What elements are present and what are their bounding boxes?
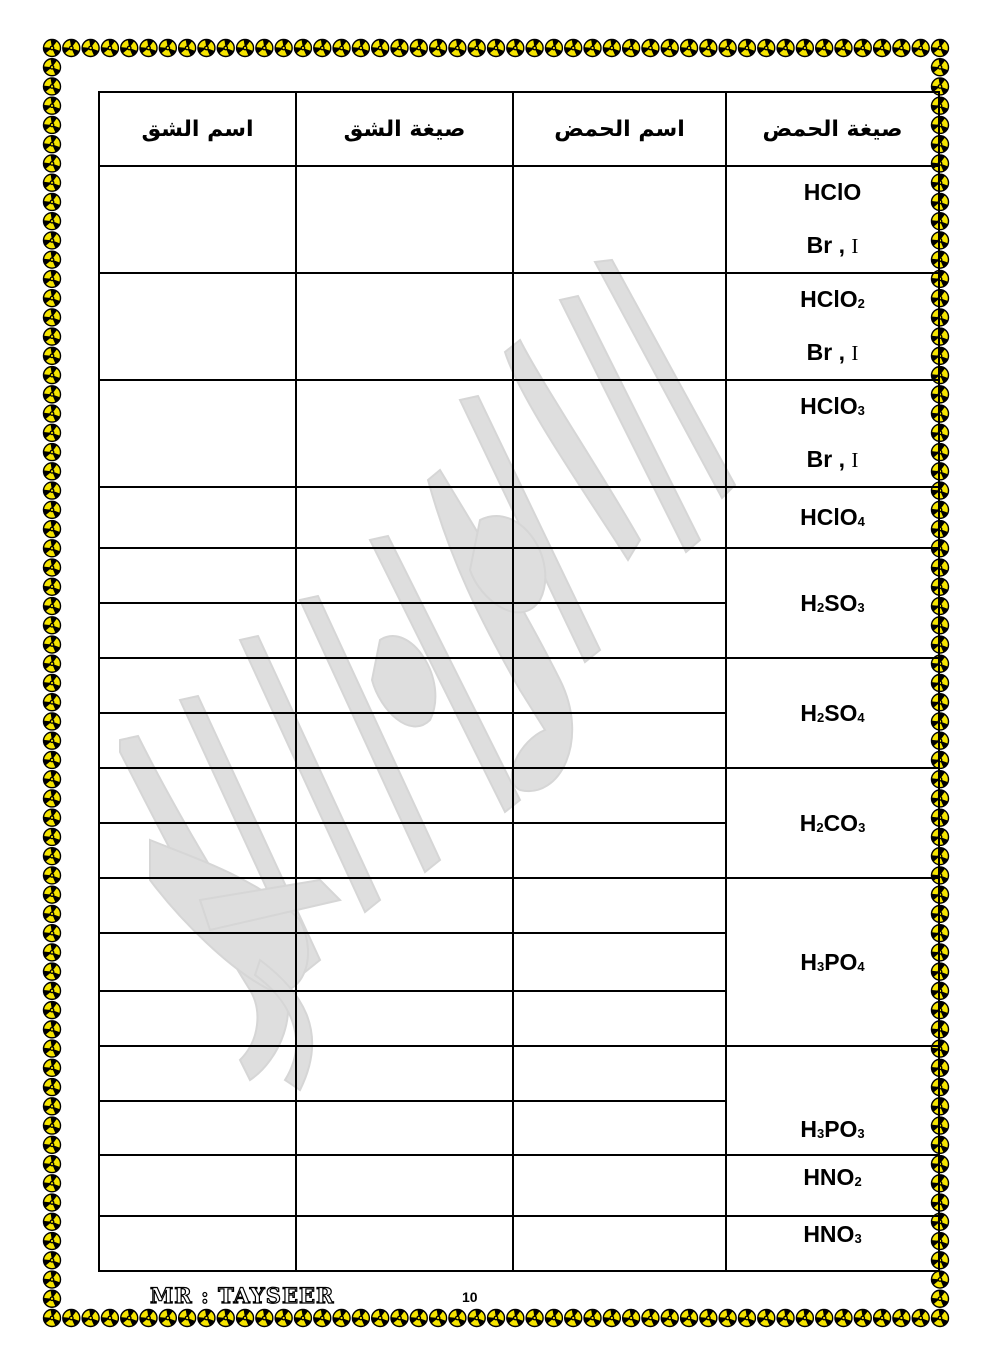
radiation-icon [41, 826, 60, 845]
acid-name-cell [513, 380, 726, 487]
radiation-icon [678, 37, 697, 56]
radiation-icon [929, 1288, 948, 1307]
radiation-icon [659, 37, 678, 56]
radiation-icon [582, 1307, 601, 1326]
radiation-icon [466, 37, 485, 56]
radiation-icon [41, 749, 60, 768]
radical-name-cell [99, 548, 296, 603]
radiation-icon [41, 384, 60, 403]
radiation-icon [563, 1307, 582, 1326]
acid-formula: $H_3PO_4$ [726, 878, 939, 1046]
radiation-icon [466, 1307, 485, 1326]
radical-formula-cell [296, 487, 513, 548]
acid-formula: $HNO_3$ [726, 1216, 939, 1271]
radiation-icon [427, 37, 446, 56]
radiation-icon [41, 634, 60, 653]
radiation-icon [871, 1307, 890, 1326]
radiation-icon [717, 1307, 736, 1326]
radiation-icon [582, 37, 601, 56]
radiation-icon [41, 364, 60, 383]
radical-formula-cell [296, 1101, 513, 1155]
radiation-icon [41, 37, 60, 56]
radiation-icon [910, 1307, 929, 1326]
radical-name-cell [99, 1046, 296, 1101]
table-row [99, 878, 939, 933]
radiation-icon [177, 1307, 196, 1326]
acid-name-cell [513, 933, 726, 991]
radiation-icon [794, 37, 813, 56]
acid-formula: $H_2SO_4$ [726, 658, 939, 768]
page-number: 10 [462, 1289, 478, 1305]
radical-name-cell [99, 603, 296, 658]
radiation-icon [61, 1307, 80, 1326]
table-row [99, 1046, 939, 1101]
acid-name-cell [513, 548, 726, 603]
radiation-icon [814, 37, 833, 56]
table-row [99, 548, 939, 603]
radiation-icon [505, 37, 524, 56]
radiation-icon [370, 37, 389, 56]
radiation-icon [833, 1307, 852, 1326]
radiation-icon [157, 1307, 176, 1326]
radiation-icon [621, 37, 640, 56]
radical-formula-cell [296, 603, 513, 658]
radiation-icon [852, 37, 871, 56]
radiation-icon [41, 884, 60, 903]
radiation-icon [814, 1307, 833, 1326]
radiation-icon [717, 37, 736, 56]
radiation-icon [41, 76, 60, 95]
radiation-icon [80, 1307, 99, 1326]
acid-name-cell [513, 1046, 726, 1101]
radiation-icon [447, 1307, 466, 1326]
radiation-icon [41, 1211, 60, 1230]
acid-name-cell [513, 658, 726, 713]
table-row [99, 273, 939, 380]
radiation-icon [775, 37, 794, 56]
radiation-icon [41, 730, 60, 749]
radiation-icon [524, 1307, 543, 1326]
radiation-icon [41, 903, 60, 922]
radical-name-cell [99, 1216, 296, 1271]
radical-formula-cell [296, 380, 513, 487]
radical-formula-cell [296, 713, 513, 768]
radiation-icon [41, 345, 60, 364]
table-row [99, 1216, 939, 1271]
header-radical-name: اسم الشق [99, 92, 296, 166]
radiation-icon [389, 37, 408, 56]
radiation-icon [312, 1307, 331, 1326]
radiation-icon [41, 518, 60, 537]
radiation-icon [41, 595, 60, 614]
radiation-icon [408, 1307, 427, 1326]
radiation-icon [41, 1307, 60, 1326]
acid-name-cell [513, 713, 726, 768]
radiation-icon [41, 1096, 60, 1115]
radical-formula-cell [296, 273, 513, 380]
radical-formula-cell [296, 1046, 513, 1101]
halogen-variants: Br , I [806, 231, 859, 258]
radiation-icon [138, 37, 157, 56]
radical-formula-cell [296, 768, 513, 823]
radiation-icon [41, 326, 60, 345]
radiation-icon [41, 1269, 60, 1288]
radiation-icon [775, 1307, 794, 1326]
radical-name-cell [99, 487, 296, 548]
radiation-icon [215, 37, 234, 56]
acid-name-cell [513, 487, 726, 548]
radiation-icon [41, 191, 60, 210]
radiation-icon [41, 538, 60, 557]
header-radical-formula: صيغة الشق [296, 92, 513, 166]
radiation-icon [41, 480, 60, 499]
radiation-icon [331, 1307, 350, 1326]
radiation-icon [196, 37, 215, 56]
radiation-icon [794, 1307, 813, 1326]
radiation-icon [331, 37, 350, 56]
radical-formula-cell [296, 878, 513, 933]
radiation-icon [61, 37, 80, 56]
radical-formula-cell [296, 166, 513, 273]
radiation-icon [698, 1307, 717, 1326]
header-acid-name: اسم الحمض [513, 92, 726, 166]
radiation-icon [543, 1307, 562, 1326]
radical-name-cell [99, 713, 296, 768]
radiation-icon [41, 1115, 60, 1134]
radical-name-cell [99, 273, 296, 380]
radical-name-cell [99, 991, 296, 1046]
acid-formula: HClO$_2$ [800, 286, 865, 313]
radical-name-cell [99, 380, 296, 487]
radiation-icon [292, 1307, 311, 1326]
acid-name-cell [513, 603, 726, 658]
radiation-icon [41, 769, 60, 788]
radiation-icon [543, 37, 562, 56]
radiation-icon [292, 37, 311, 56]
radiation-icon [756, 1307, 775, 1326]
radical-formula-cell [296, 823, 513, 878]
radiation-icon [215, 1307, 234, 1326]
table-row [99, 380, 939, 487]
radiation-icon [41, 461, 60, 480]
radiation-icon [350, 1307, 369, 1326]
radical-name-cell [99, 768, 296, 823]
radiation-icon [891, 37, 910, 56]
radiation-icon [254, 1307, 273, 1326]
radiation-icon [41, 672, 60, 691]
radiation-icon [929, 1307, 948, 1326]
radiation-icon [41, 845, 60, 864]
radiation-icon [41, 807, 60, 826]
radiation-icon [41, 441, 60, 460]
radiation-icon [41, 1019, 60, 1038]
acid-name-cell [513, 991, 726, 1046]
radiation-icon [852, 1307, 871, 1326]
radical-name-cell [99, 1155, 296, 1216]
radiation-icon [659, 1307, 678, 1326]
radiation-icon [41, 95, 60, 114]
radiation-icon [756, 37, 775, 56]
radical-name-cell [99, 658, 296, 713]
radiation-icon [41, 134, 60, 153]
acid-table [98, 91, 940, 1272]
radiation-icon [929, 57, 948, 76]
radiation-icon [41, 1250, 60, 1269]
radiation-icon [447, 37, 466, 56]
radiation-icon [254, 37, 273, 56]
radiation-icon [41, 961, 60, 980]
radiation-icon [621, 1307, 640, 1326]
radiation-icon [177, 37, 196, 56]
radiation-icon [41, 692, 60, 711]
radiation-icon [273, 1307, 292, 1326]
acid-formula: HClO$_4$ [726, 487, 939, 548]
table-row [99, 166, 939, 273]
radiation-icon [41, 711, 60, 730]
table-header-row [99, 92, 939, 166]
acid-formula-cell [726, 380, 939, 487]
radiation-icon [41, 307, 60, 326]
radiation-icon [41, 403, 60, 422]
radiation-icon [370, 1307, 389, 1326]
radiation-icon [312, 37, 331, 56]
halogen-variants: Br , I [806, 445, 859, 472]
acid-formula-cell [726, 166, 939, 273]
radiation-icon [41, 980, 60, 999]
radical-formula-cell [296, 933, 513, 991]
radiation-icon [350, 37, 369, 56]
radiation-icon [41, 1134, 60, 1153]
radiation-icon [234, 1307, 253, 1326]
radical-name-cell [99, 823, 296, 878]
acid-name-cell [513, 768, 726, 823]
radical-name-cell [99, 1101, 296, 1155]
radiation-icon [485, 37, 504, 56]
table-row [99, 768, 939, 823]
radiation-icon [138, 1307, 157, 1326]
radiation-icon [485, 1307, 504, 1326]
radiation-icon [119, 1307, 138, 1326]
radiation-icon [41, 499, 60, 518]
radiation-icon [640, 1307, 659, 1326]
acid-formula: $H_2SO_3$ [726, 548, 939, 658]
radiation-icon [563, 37, 582, 56]
halogen-variants: Br , I [806, 338, 859, 365]
radiation-icon [41, 114, 60, 133]
radiation-icon [41, 1230, 60, 1249]
table-row [99, 1155, 939, 1216]
header-acid-formula: صيغة الحمض [726, 92, 939, 166]
table-row [99, 658, 939, 713]
radiation-icon [698, 37, 717, 56]
radiation-icon [41, 1288, 60, 1307]
radiation-icon [41, 788, 60, 807]
acid-formula: $H_2CO_3$ [726, 768, 939, 878]
radiation-icon [41, 1153, 60, 1172]
radiation-icon [273, 37, 292, 56]
radiation-icon [891, 1307, 910, 1326]
radiation-icon [41, 230, 60, 249]
radiation-icon [505, 1307, 524, 1326]
radiation-icon [601, 37, 620, 56]
radical-name-cell [99, 933, 296, 991]
radiation-icon [157, 37, 176, 56]
radiation-icon [736, 1307, 755, 1326]
radiation-icon [41, 268, 60, 287]
radiation-icon [41, 57, 60, 76]
radiation-icon [41, 1076, 60, 1095]
radical-formula-cell [296, 658, 513, 713]
radiation-icon [871, 37, 890, 56]
radiation-icon [99, 1307, 118, 1326]
radiation-icon [41, 287, 60, 306]
radiation-icon [41, 615, 60, 634]
radiation-icon [41, 942, 60, 961]
radiation-icon [41, 1192, 60, 1211]
radiation-icon [524, 37, 543, 56]
radiation-icon [196, 1307, 215, 1326]
acid-formula-cell [726, 273, 939, 380]
radiation-icon [41, 172, 60, 191]
radiation-icon [389, 1307, 408, 1326]
acid-formula: $H_3PO_3$ [726, 1046, 939, 1155]
radiation-icon [408, 37, 427, 56]
radiation-icon [41, 153, 60, 172]
radiation-icon [678, 1307, 697, 1326]
radical-formula-cell [296, 548, 513, 603]
radiation-icon [41, 865, 60, 884]
radiation-icon [41, 422, 60, 441]
acid-formula: HClO [803, 179, 862, 206]
radiation-icon [41, 1038, 60, 1057]
author-signature: MR : TAYSEER [150, 1283, 335, 1308]
acid-formula: HClO$_3$ [800, 393, 865, 420]
radiation-icon [929, 37, 948, 56]
radiation-icon [80, 37, 99, 56]
acid-formula: $HNO_2$ [726, 1155, 939, 1216]
radical-formula-cell [296, 1216, 513, 1271]
radiation-icon [41, 1057, 60, 1076]
radiation-icon [41, 653, 60, 672]
radiation-icon [99, 37, 118, 56]
radiation-icon [41, 576, 60, 595]
radiation-icon [41, 922, 60, 941]
table-row [99, 487, 939, 548]
radiation-icon [41, 1173, 60, 1192]
acid-name-cell [513, 1155, 726, 1216]
radical-formula-cell [296, 1155, 513, 1216]
radical-name-cell [99, 878, 296, 933]
radiation-icon [601, 1307, 620, 1326]
radiation-icon [119, 37, 138, 56]
acid-name-cell [513, 1101, 726, 1155]
radiation-icon [41, 557, 60, 576]
acid-name-cell [513, 1216, 726, 1271]
radiation-icon [910, 37, 929, 56]
radiation-icon [41, 999, 60, 1018]
acid-name-cell [513, 823, 726, 878]
radiation-icon [41, 249, 60, 268]
acid-name-cell [513, 166, 726, 273]
radiation-icon [736, 37, 755, 56]
radiation-icon [640, 37, 659, 56]
acid-name-cell [513, 878, 726, 933]
radical-name-cell [99, 166, 296, 273]
radical-formula-cell [296, 991, 513, 1046]
radiation-icon [234, 37, 253, 56]
acid-name-cell [513, 273, 726, 380]
radiation-icon [833, 37, 852, 56]
radiation-icon [41, 210, 60, 229]
radiation-icon [427, 1307, 446, 1326]
